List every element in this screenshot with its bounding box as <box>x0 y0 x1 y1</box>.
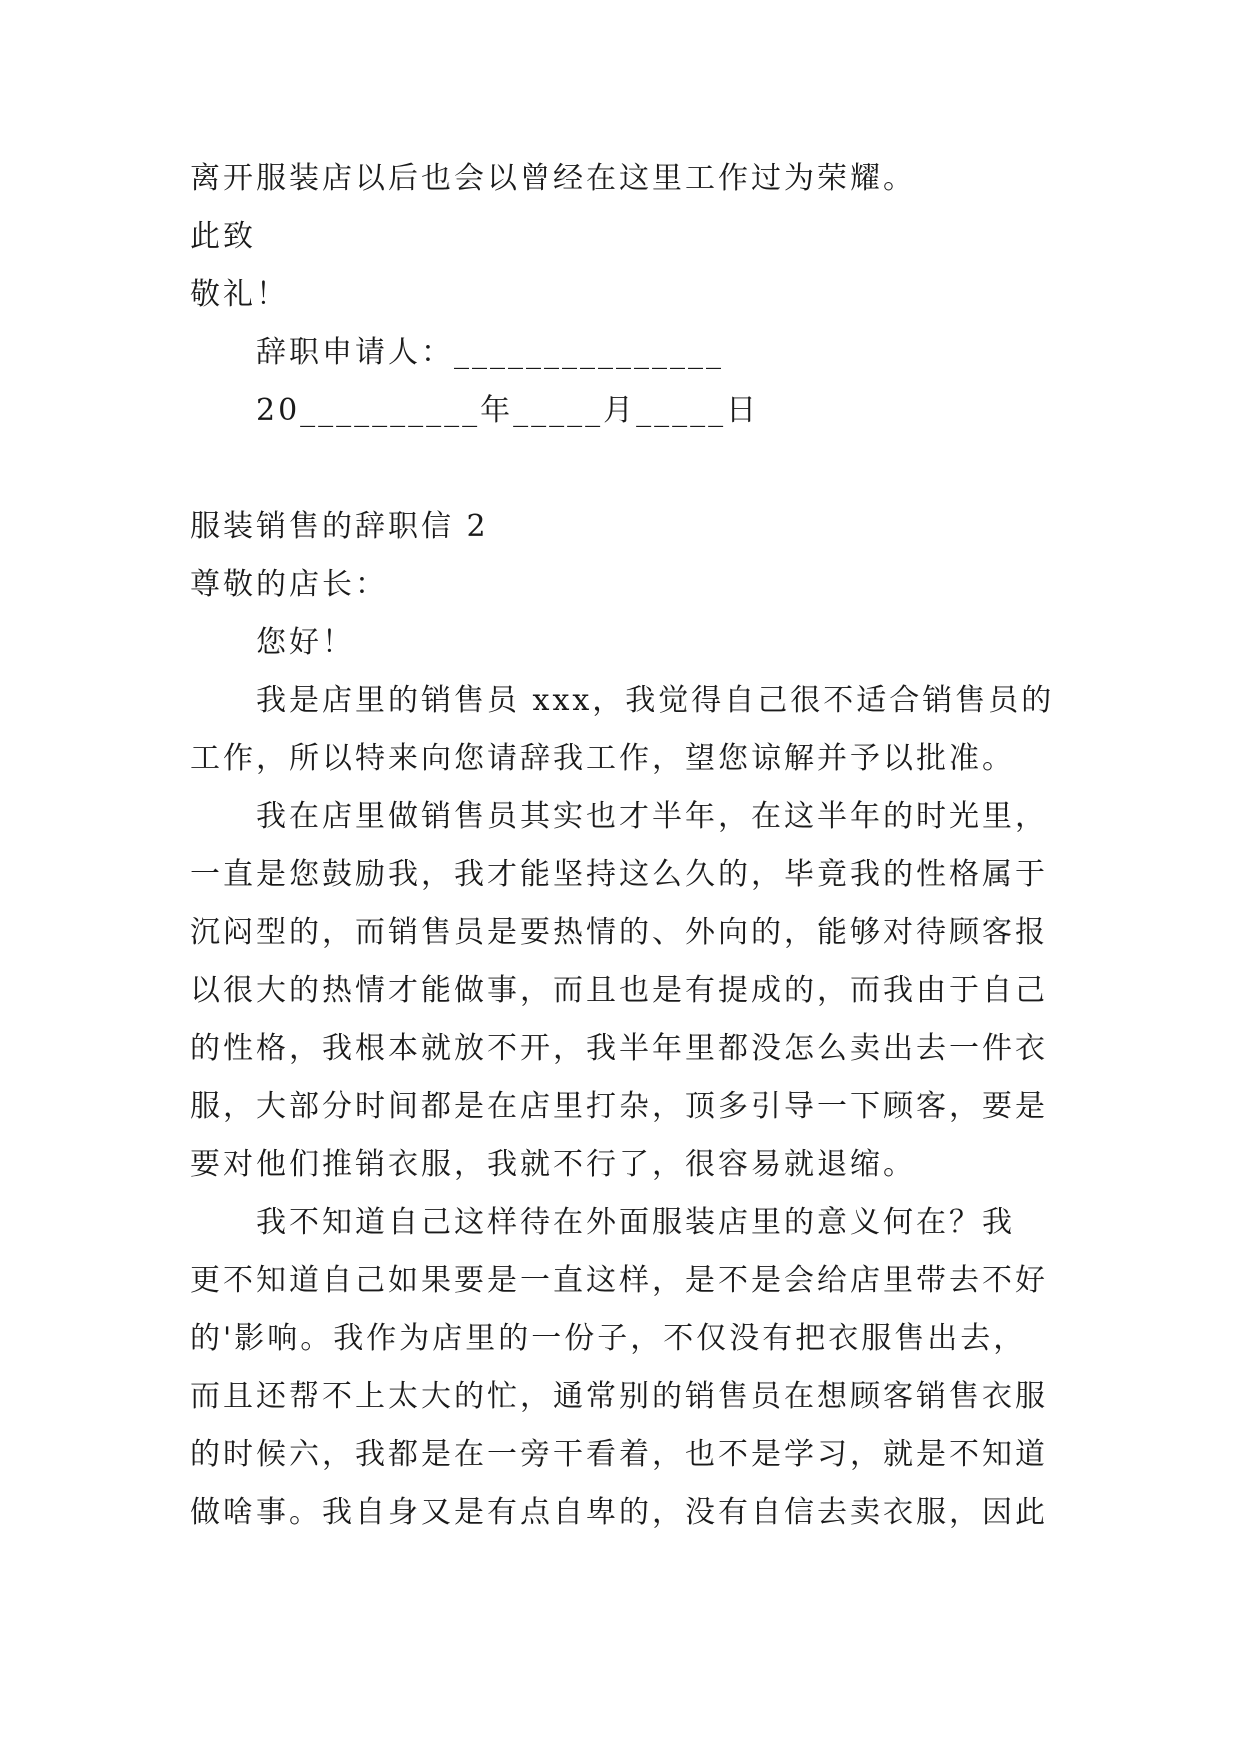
paragraph-line: 我是店里的销售员 xxx，我觉得自己很不适合销售员的 <box>256 683 1055 718</box>
document-body <box>190 150 1070 1542</box>
paragraph-1 <box>190 672 1070 788</box>
paragraph-line: 我不知道自己这样待在外面服装店里的意义何在？我 <box>256 1205 1015 1240</box>
date-line: 20__________年_____月_____日 <box>256 393 760 428</box>
closing-sentence: 离开服装店以后也会以曾经在这里工作过为荣耀。 <box>190 161 916 196</box>
paragraph-2 <box>190 788 1070 1194</box>
paragraph-line: 的性格，我根本就放不开，我半年里都没怎么卖出去一件衣 <box>190 1031 1048 1066</box>
salutation-line-1: 此致 <box>190 219 256 254</box>
paragraph-line: 我在店里做销售员其实也才半年，在这半年的时光里， <box>256 799 1048 834</box>
paragraph-line: 做啥事。我自身又是有点自卑的，没有自信去卖衣服，因此 <box>190 1495 1048 1530</box>
paragraph-line: 更不知道自己如果要是一直这样，是不是会给店里带去不好 <box>190 1263 1048 1298</box>
paragraph-line: 要对他们推销衣服，我就不行了，很容易就退缩。 <box>190 1147 916 1182</box>
paragraph-line: 沉闷型的，而销售员是要热情的、外向的，能够对待顾客报 <box>190 915 1048 950</box>
paragraph-3 <box>190 1194 1070 1542</box>
letter-title: 服装销售的辞职信 2 <box>190 509 489 544</box>
paragraph-line: 工作，所以特来向您请辞我工作，望您谅解并予以批准。 <box>190 741 1015 776</box>
paragraph-line: 的'影响。我作为店里的一份子，不仅没有把衣服售出去， <box>190 1321 1027 1356</box>
salutation-line-2: 敬礼！ <box>190 277 289 312</box>
paragraph-line: 的时候六，我都是在一旁干看着，也不是学习，就是不知道 <box>190 1437 1048 1472</box>
section-gap <box>190 440 1070 498</box>
addressee: 尊敬的店长： <box>190 567 388 602</box>
paragraph-line: 而且还帮不上太大的忙，通常别的销售员在想顾客销售衣服 <box>190 1379 1048 1414</box>
paragraph-line: 一直是您鼓励我，我才能坚持这么久的，毕竟我的性格属于 <box>190 857 1048 892</box>
paragraph-line: 服，大部分时间都是在店里打杂，顶多引导一下顾客，要是 <box>190 1089 1048 1124</box>
signature-line: 辞职申请人：_______________ <box>256 335 724 370</box>
paragraph-line: 以很大的热情才能做事，而且也是有提成的，而我由于自己 <box>190 973 1048 1008</box>
greeting: 您好！ <box>256 625 355 660</box>
